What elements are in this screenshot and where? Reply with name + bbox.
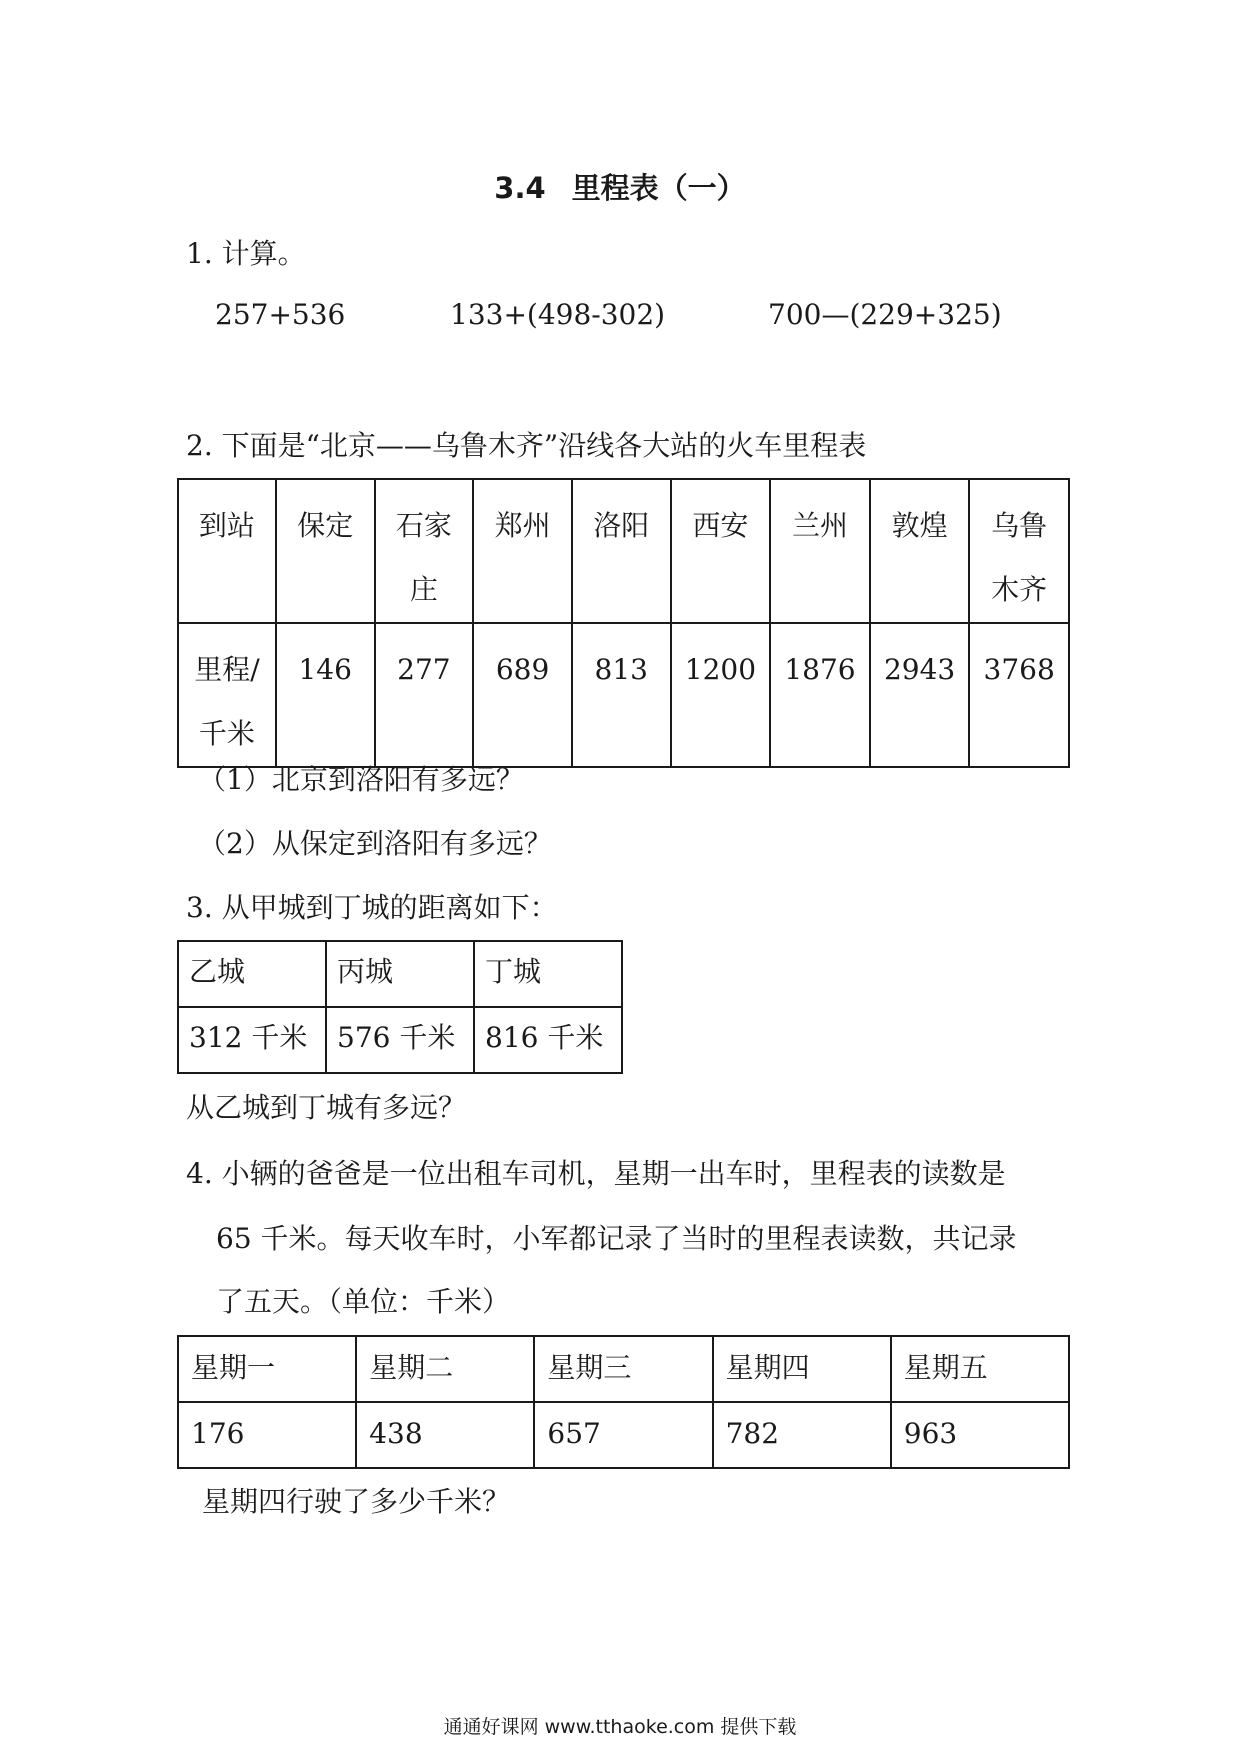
odometer-reading: 963 xyxy=(891,1402,1069,1468)
station-name: 郑州 xyxy=(494,509,551,542)
city-name: 丙城 xyxy=(326,941,474,1007)
day-name: 星期三 xyxy=(534,1336,712,1402)
table-row xyxy=(178,1336,1069,1402)
q4-line-2: 65 千米。每天收车时，小军都记录了当时的里程表读数，共记录 xyxy=(216,1222,1017,1255)
table-row xyxy=(178,1007,622,1073)
header-label: 到站 xyxy=(198,509,255,542)
distance-value: 277 xyxy=(397,653,451,686)
station-name: 西安 xyxy=(692,509,749,542)
section-number: 3.4 xyxy=(494,171,546,205)
page-title xyxy=(0,166,1240,207)
station-name: 洛阳 xyxy=(593,509,650,542)
station-name: 敦煌 xyxy=(891,509,948,542)
table-cell xyxy=(671,479,771,623)
city-name: 丁城 xyxy=(474,941,622,1007)
distance-value: 3768 xyxy=(983,653,1055,686)
odometer-reading: 657 xyxy=(534,1402,712,1468)
distance-label: 千米 xyxy=(198,717,255,750)
table-cell xyxy=(770,479,870,623)
day-name: 星期五 xyxy=(891,1336,1069,1402)
q2-sub-question-1: （1）北京到洛阳有多远？ xyxy=(198,763,524,796)
q1-expr-3: 700—(229+325) xyxy=(768,298,1002,331)
table-cell xyxy=(572,479,671,623)
table-cell xyxy=(572,623,671,767)
q1-label: 1. 计算。 xyxy=(186,237,306,270)
table-cell xyxy=(671,623,771,767)
q2-sub-question-2: （2）从保定到洛阳有多远？ xyxy=(198,827,552,860)
footer-source: 通通好课网 www.tthaoke.com 提供下载 xyxy=(443,1716,797,1738)
q4-line-1: 4. 小辆的爸爸是一位出租车司机，星期一出车时，里程表的读数是 xyxy=(186,1157,1006,1190)
table-row xyxy=(178,623,1069,767)
city-distance: 576 千米 xyxy=(326,1007,474,1073)
city-distance: 816 千米 xyxy=(474,1007,622,1073)
station-name: 石家 xyxy=(395,509,452,542)
distance-value: 813 xyxy=(594,653,648,686)
table-cell xyxy=(178,479,276,623)
station-name: 乌鲁 xyxy=(991,509,1048,542)
city-distance: 312 千米 xyxy=(178,1007,326,1073)
q3-label: 3. 从甲城到丁城的距离如下： xyxy=(186,891,558,924)
table-row xyxy=(178,1402,1069,1468)
day-name: 星期四 xyxy=(713,1336,891,1402)
distance-value: 1876 xyxy=(784,653,856,686)
station-name: 兰州 xyxy=(791,509,848,542)
table-cell xyxy=(770,623,870,767)
section-title: 里程表（一） xyxy=(571,171,746,205)
table-cell xyxy=(870,623,970,767)
table-cell xyxy=(969,479,1069,623)
table-cell xyxy=(375,623,474,767)
distance-label: 里程/ xyxy=(194,653,260,686)
odometer-table xyxy=(177,1335,1070,1469)
odometer-reading: 782 xyxy=(713,1402,891,1468)
table-cell xyxy=(969,623,1069,767)
table-cell xyxy=(870,479,970,623)
mileage-table xyxy=(177,478,1070,768)
q2-label: 2. 下面是“北京——乌鲁木齐”沿线各大站的火车里程表 xyxy=(186,429,867,462)
table-cell xyxy=(276,479,375,623)
odometer-reading: 438 xyxy=(356,1402,534,1468)
table-cell xyxy=(473,479,572,623)
station-name: 木齐 xyxy=(991,573,1048,606)
q1-expr-1: 257+536 xyxy=(215,298,346,331)
day-name: 星期一 xyxy=(178,1336,356,1402)
table-row xyxy=(178,479,1069,623)
q3-question: 从乙城到丁城有多远？ xyxy=(186,1091,467,1124)
table-cell xyxy=(178,623,276,767)
table-row xyxy=(178,941,622,1007)
q1-expr-2: 133+(498-302) xyxy=(450,298,666,331)
city-name: 乙城 xyxy=(178,941,326,1007)
table-cell xyxy=(276,623,375,767)
station-name: 庄 xyxy=(409,573,438,606)
odometer-reading: 176 xyxy=(178,1402,356,1468)
q4-line-3: 了五天。（单位：千米） xyxy=(216,1285,511,1318)
q4-question: 星期四行驶了多少千米？ xyxy=(202,1485,511,1518)
distance-value: 1200 xyxy=(684,653,757,686)
table-cell xyxy=(473,623,572,767)
table-cell xyxy=(375,479,474,623)
city-distance-table xyxy=(177,940,623,1074)
distance-value: 689 xyxy=(495,653,550,686)
distance-value: 146 xyxy=(298,653,352,686)
day-name: 星期二 xyxy=(356,1336,534,1402)
station-name: 保定 xyxy=(297,509,354,542)
distance-value: 2943 xyxy=(883,653,956,686)
